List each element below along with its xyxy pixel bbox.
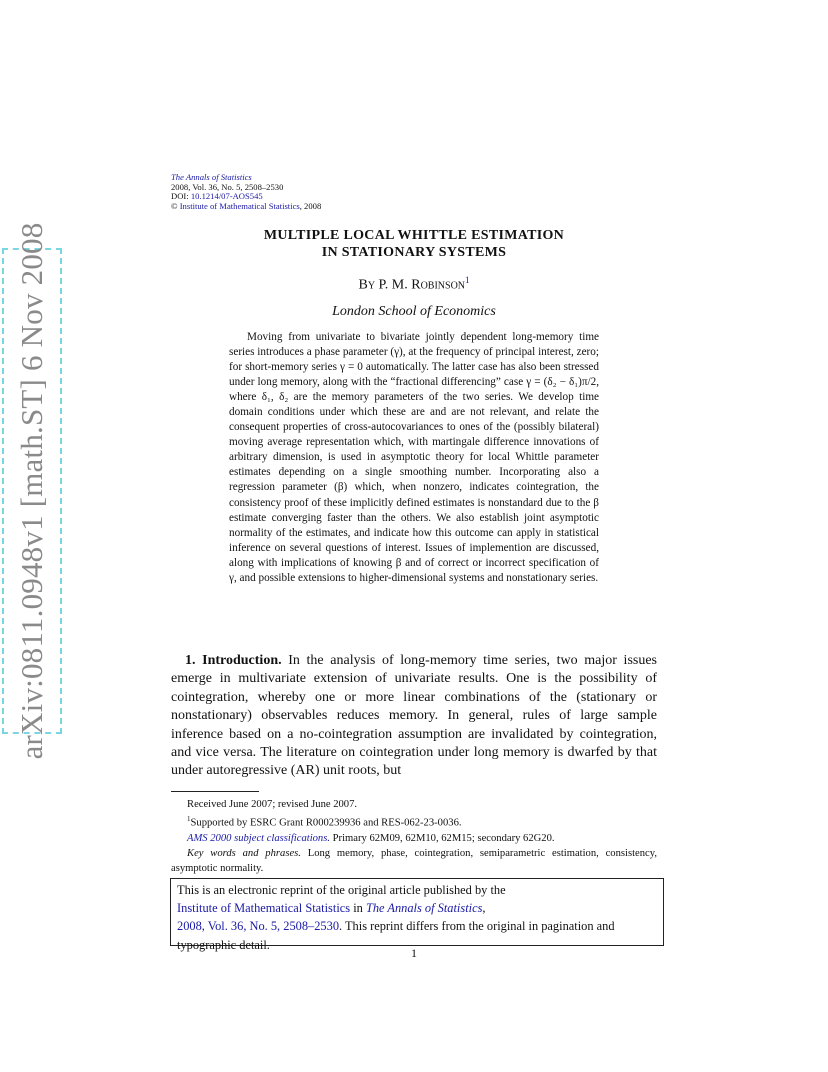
reprint-notice (170, 878, 664, 952)
journal-name-link[interactable]: The Annals of Statistics (171, 172, 252, 182)
author-footnote-mark[interactable]: 1 (465, 275, 470, 285)
author-line (0, 275, 828, 294)
reprint-text-1: This is an electronic reprint of the original article published by the (177, 883, 506, 897)
reprint-text-4: . This reprint differs from the original in pagination and typographic detail. (177, 919, 615, 952)
reprint-org-link[interactable]: Institute of Mathematical Statistics (177, 901, 351, 916)
intro-text: In the analysis of long-memory time series, two major issues emerge in multivariate extension of univariate results. One is the possibility of cointegration, whereby one or more linear combinations of the (stationary or nonstationary) observables reduces memory. In general, rules of large sample inference based on a no-cointegration assumption are invalidated by cointegration, and vice versa. The literature on cointegration under long memory is dwarfed by that under autoregressive (AR) unit roots, but (171, 653, 658, 779)
reprint-text-2: in (350, 901, 366, 916)
keywords-label: Key words and phrases. (187, 847, 301, 859)
reprint-text-3: , (482, 901, 486, 916)
reprint-journal-link[interactable]: The Annals of Statistics (365, 901, 483, 916)
copyright-year: , 2008 (299, 200, 322, 211)
paper-title (0, 227, 828, 261)
journal-copyright (171, 202, 321, 212)
keywords-note (171, 846, 657, 876)
reprint-citation-link[interactable]: 2008, Vol. 36, No. 5, 2508–2530 (177, 919, 340, 934)
support-mark: 1 (187, 815, 191, 823)
abstract: Moving from univariate to bivariate jointly dependent long-memory time series introduces a phase parameter (γ), at the frequency of principal interest, zero; for short-memory series γ = 0 automatically. The latter case has also been stressed under long memory, along with the “fractional differencing” case γ = (δ₂ − δ₁)π/2, where δ₁, δ₂ are the memory parameters of the two series. We develop time domain conditions under which these are and are not relevant, and relate the consequent properties of cross-autocovariances to ones of the (possibly bilateral) moving average representation which, with martingale difference innovations of arbitrary dimension, is used in asymptotic theory for local Whittle parameter estimates depending on a single smoothing number. Incorporating also a regression parameter (β) which, when nonzero, indicates cointegration, the consistency proof of these implicitly defined estimates is nonstandard due to the β estimate converging faster than the others. We also establish joint asymptotic normality of the estimates, and indicate how this outcome can apply in statistical inference on several questions of interest. Issues of implemention are discussed, along with implications of knowing β and of correct or incorrect specification of γ, and possible extensions to higher-dimensional systems and nonstationary series. (229, 331, 599, 584)
affiliation: London School of Economics (332, 304, 496, 319)
journal-header (171, 173, 321, 211)
ams-note (171, 831, 657, 846)
ams-classification-link[interactable]: AMS 2000 subject classifications. (187, 832, 331, 844)
doi-link[interactable]: 10.1214/07-AOS545 (190, 191, 263, 202)
introduction-paragraph (171, 652, 657, 781)
title-line-1: MULTIPLE LOCAL WHITTLE ESTIMATION (263, 228, 565, 243)
ams-codes: Primary 62M09, 62M10, 62M15; secondary 62G20. (330, 832, 555, 844)
arxiv-stamp-text: arXiv:0811.0948v1 [math.ST] 6 Nov 2008 (14, 222, 49, 760)
support-note (171, 812, 657, 831)
support-text: Supported by ESRC Grant R000239936 and RES-062-23-0036. (190, 817, 462, 829)
doi-label: DOI: (171, 191, 189, 202)
copyright-symbol: © (171, 200, 178, 211)
copyright-org-link[interactable]: Institute of Mathematical Statistics (179, 200, 300, 211)
page-number: 1 (411, 946, 417, 960)
footnotes (171, 797, 657, 876)
journal-volume: 2008, Vol. 36, No. 5, 2508–2530 (171, 181, 284, 192)
section-heading: 1. Introduction. (185, 653, 282, 668)
received-note: Received June 2007; revised June 2007. (187, 799, 358, 810)
author-name: By P. M. Robinson (358, 277, 466, 293)
keywords-text: Long memory, phase, cointegration, semiparametric estimation, consistency, asymptotic normality. (171, 847, 657, 874)
footnote-divider (171, 791, 259, 792)
title-line-2: IN STATIONARY SYSTEMS (321, 245, 507, 260)
arxiv-stamp[interactable] (2, 222, 62, 760)
